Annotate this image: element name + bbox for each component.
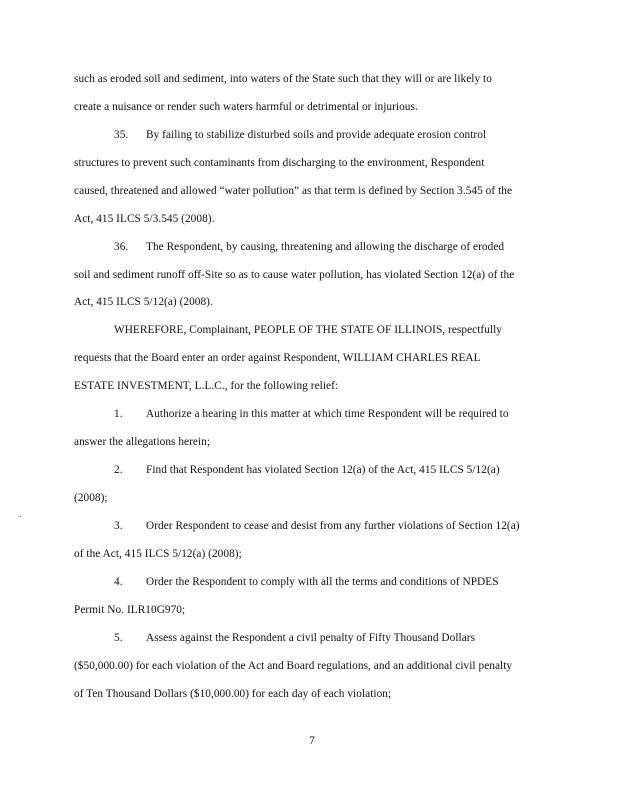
body-line: soil and sediment runoff off-Site so as to cause water pollution, has violated Section 12(a) of the <box>74 269 515 281</box>
scan-speck <box>20 516 21 517</box>
paragraph-number: 35. <box>114 129 129 141</box>
body-line: answer the allegations herein; <box>74 436 211 448</box>
body-line: Act, 415 ILCS 5/3.545 (2008). <box>74 213 215 225</box>
body-line: ($50,000.00) for each violation of the Act and Board regulations, and an additional civil penalty <box>74 660 513 672</box>
body-line: Order Respondent to cease and desist from any further violations of Section 12(a) <box>146 520 520 532</box>
body-line: of Ten Thousand Dollars ($10,000.00) for each day of each violation; <box>74 688 392 700</box>
body-line: The Respondent, by causing, threatening and allowing the discharge of eroded <box>146 241 505 253</box>
wherefore-line: WHEREFORE, Complainant, PEOPLE OF THE STATE OF ILLINOIS, respectfully <box>114 324 502 336</box>
body-line: Authorize a hearing in this matter at which time Respondent will be required to <box>146 408 509 420</box>
body-line: (2008); <box>74 492 108 504</box>
body-line: Find that Respondent has violated Section 12(a) of the Act, 415 ILCS 5/12(a) <box>146 464 500 476</box>
body-line: Act, 415 ILCS 5/12(a) (2008). <box>74 296 213 308</box>
body-line: such as eroded soil and sediment, into waters of the State such that they will or are likely to <box>74 73 492 85</box>
relief-number: 1. <box>114 408 123 420</box>
relief-number: 2. <box>114 464 123 476</box>
body-line: Assess against the Respondent a civil penalty of Fifty Thousand Dollars <box>146 632 476 644</box>
relief-number: 4. <box>114 576 123 588</box>
body-line: create a nuisance or render such waters harmful or detrimental or injurious. <box>74 101 418 113</box>
relief-number: 5. <box>114 632 123 644</box>
paragraph-number: 36. <box>114 241 129 253</box>
body-line: requests that the Board enter an order against Respondent, WILLIAM CHARLES REAL <box>74 352 481 364</box>
body-line: Permit No. ILR10G970; <box>74 604 186 616</box>
body-line: caused, threatened and allowed “water pollution” as that term is defined by Section 3.545 of the <box>74 185 513 197</box>
body-line: By failing to stabilize disturbed soils and provide adequate erosion control <box>146 129 487 141</box>
relief-number: 3. <box>114 520 123 532</box>
body-line: Order the Respondent to comply with all the terms and conditions of NPDES <box>146 576 499 588</box>
body-line: of the Act, 415 ILCS 5/12(a) (2008); <box>74 548 242 560</box>
page-number: 7 <box>309 735 315 747</box>
body-line: structures to prevent such contaminants from discharging to the environment, Respondent <box>74 157 485 169</box>
body-line: ESTATE INVESTMENT, L.L.C., for the following relief: <box>74 380 339 392</box>
